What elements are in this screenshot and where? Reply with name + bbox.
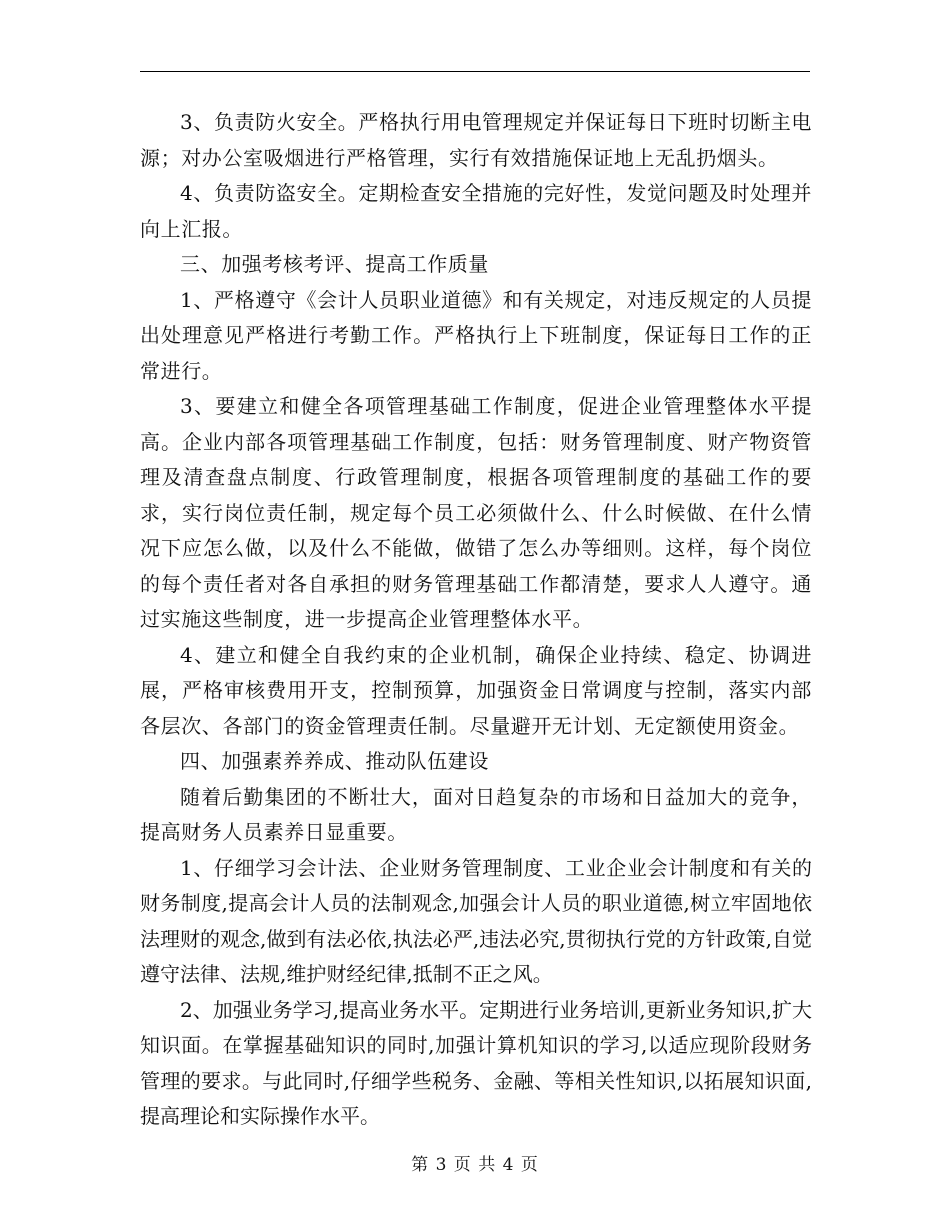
paragraph-management-systems: 3、要建立和健全各项管理基础工作制度，促进企业管理整体水平提高。企业内部各项管理基础工作制度，包括：财务管理制度、财产物资管理及清查盘点制度、行政管理制度，根据各项管理制度的基础工作的要求，实行岗位责任制，规定每个员工必须做什么、什么时候做、在什么情况下应怎么做，以及什么不能做，做错了怎么办等细则。这样，每个岗位的每个责任者对各自承担的财务管理基础工作都清楚，要求人人遵守。通过实施这些制度，进一步提高企业管理整体水平。 (140, 394, 812, 631)
paragraph-ethics-attendance: 1、严格遵守《会计人员职业道德》和有关规定，对违反规定的人员提出处理意见严格进行考勤工作。严格执行上下班制度，保证每日工作的正常进行。 (140, 287, 812, 383)
paragraph-fire-safety: 3、负责防火安全。严格执行用电管理规定并保证每日下班时切断主电源；对办公室吸烟进行严格管理，实行有效措施保证地上无乱扔烟头。 (140, 110, 812, 170)
section-heading-assessment: 三、加强考核考评、提高工作质量 (180, 252, 489, 276)
page-number-label: 第 3 页 共 4 页 (411, 1155, 539, 1175)
paragraph-self-discipline: 4、建立和健全自我约束的企业机制，确保企业持续、稳定、协调进展，严格审核费用开支，控制预算，加强资金日常调度与控制，落实内部各层次、各部门的资金管理责任制。尽量避开无计划、无定额使用资金。 (140, 642, 812, 738)
section-heading-team-building: 四、加强素养养成、推动队伍建设 (180, 749, 489, 773)
paragraph-team-intro: 随着后勤集团的不断壮大，面对日趋复杂的市场和日益加大的竞争，提高财务人员素养日显重要。 (140, 784, 812, 844)
document-body (140, 105, 812, 1135)
paragraph-theft-safety: 4、负责防盗安全。定期检查安全措施的完好性，发觉问题及时处理并向上汇报。 (140, 181, 812, 241)
paragraph-business-study: 2、加强业务学习,提高业务水平。定期进行业务培训,更新业务知识,扩大知识面。在掌握基础知识的同时,加强计算机知识的学习,以适应现阶段财务管理的要求。与此同时,仔细学些税务、金融、等相关性知识,以拓展知识面,提高理论和实际操作水平。 (140, 997, 812, 1128)
header-rule (140, 71, 810, 72)
paragraph-study-law: 1、仔细学习会计法、企业财务管理制度、工业企业会计制度和有关的财务制度,提高会计人员的法制观念,加强会计人员的职业道德,树立牢固地依法理财的观念,做到有法必依,执法必严,违法必究,贯彻执行党的方针政策,自觉遵守法律、法规,维护财经纪律,抵制不正之风。 (140, 855, 812, 986)
page-footer (0, 1154, 950, 1176)
